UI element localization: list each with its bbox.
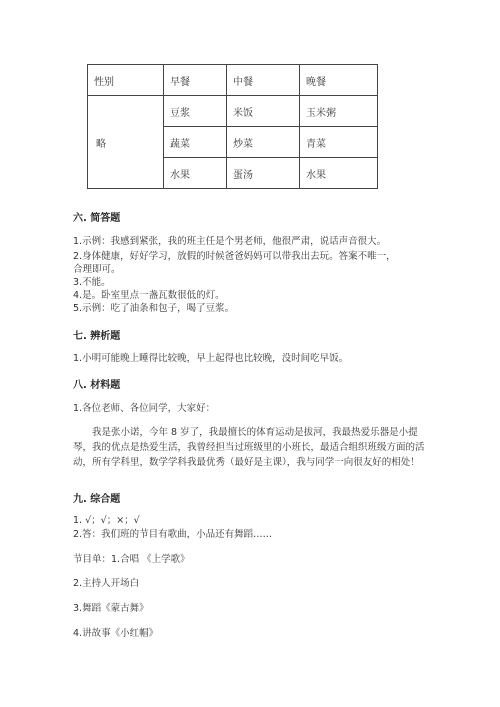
section-title: 七. 辨析题 <box>73 331 121 342</box>
answer-line: 合理即可。 <box>73 264 121 275</box>
table-cell: 水果 <box>164 158 227 189</box>
table-cell: 青菜 <box>300 127 378 158</box>
section-title: 九. 综合题 <box>73 494 121 505</box>
table-cell: 水果 <box>300 158 378 189</box>
answer-line: 2.答：我们班的节目有歌曲，小品还有舞蹈…… <box>73 529 273 540</box>
table-cell: 蛋汤 <box>227 158 300 189</box>
table-cell: 豆浆 <box>164 96 227 127</box>
table-cell: 玉米粥 <box>300 96 378 127</box>
program-item: 节目单：1.合唱 《上学歌》 <box>73 554 190 565</box>
speech-paragraph: 我是张小诺，今年 8 岁了，我最擅长的体育运动是拔河，我最热爱乐器是小提琴，我的优点是热爱生活，我曾经担当过班级里的小班长，最适合组织班级方面的活动，所有学科里，数学学科我最优秀（最好是主课），我与同学一向很友好的相处！ <box>73 427 425 468</box>
greeting-line: 1.各位老师、各位同学，大家好： <box>73 403 216 414</box>
answer-line: 1.示例：我感到紧张，我的班主任是个男老师，他很严肃，说话声音很大。 <box>73 236 387 247</box>
answer-line: 1.小明可能晚上睡得比较晚，早上起得也比较晚，没时间吃早饭。 <box>73 353 349 364</box>
answer-line: 1. √；√；×；√ <box>73 515 140 526</box>
answer-line: 5.示例：吃了油条和包子，喝了豆浆。 <box>73 303 235 314</box>
answer-line: 4.是。卧室里点一盏瓦数很低的灯。 <box>73 290 225 301</box>
table-header-row <box>88 65 378 96</box>
table-cell: 蔬菜 <box>164 127 227 158</box>
program-item: 2.主持人开场白 <box>73 578 140 589</box>
table-row <box>88 96 378 127</box>
answer-line: 2.身体健康，好好学习，放假的时候爸爸妈妈可以带我出去玩。答案不唯一， <box>73 251 396 262</box>
table-header-cell: 晚餐 <box>300 65 378 96</box>
program-item: 3.舞蹈《蒙古舞》 <box>73 603 149 614</box>
meal-table <box>87 64 378 189</box>
section-title: 六. 简答题 <box>73 213 121 224</box>
program-item: 4.讲故事《小红帽》 <box>73 628 159 639</box>
table-header-cell: 性别 <box>88 65 164 96</box>
answer-line: 3.不能。 <box>73 277 111 288</box>
table-cell: 米饭 <box>227 96 300 127</box>
merged-cell: 略 <box>88 96 164 189</box>
table-cell: 炒菜 <box>227 127 300 158</box>
section-title: 八. 材料题 <box>73 380 121 391</box>
table-header-cell: 早餐 <box>164 65 227 96</box>
table-header-cell: 中餐 <box>227 65 300 96</box>
